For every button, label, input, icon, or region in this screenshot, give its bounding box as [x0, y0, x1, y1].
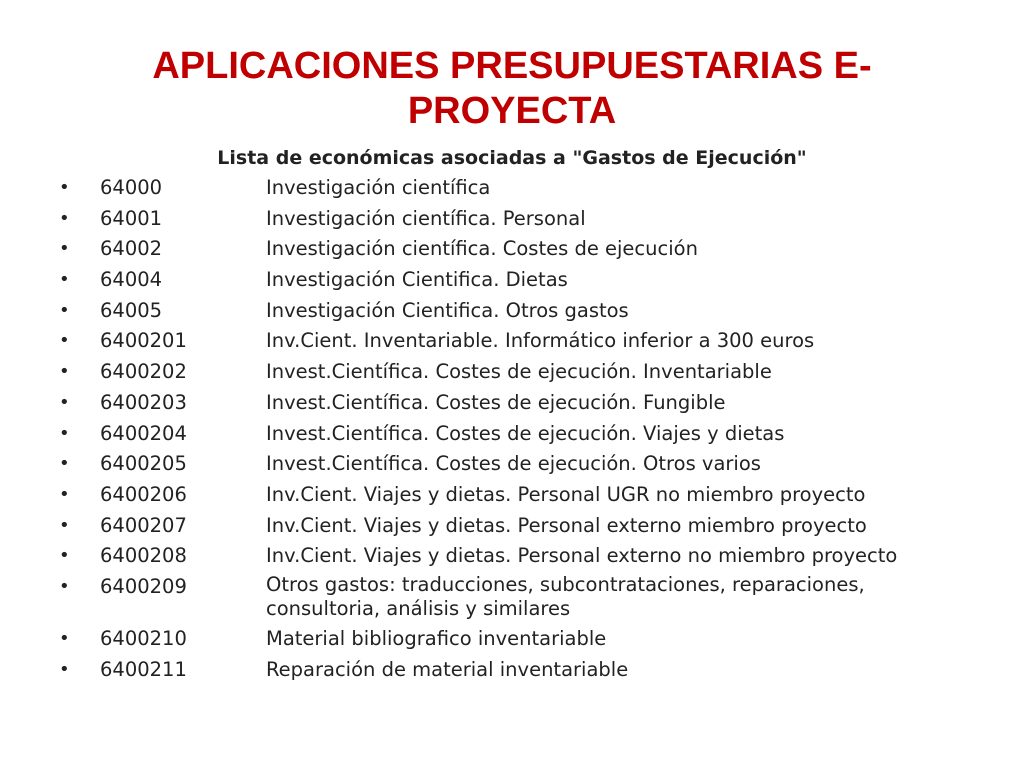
list-item	[0, 358, 1024, 389]
bullet-icon: •	[59, 177, 70, 198]
budget-description: Investigación científica. Costes de ejecución	[266, 237, 698, 261]
budget-description: Inv.Cient. Inventariable. Informático inferior a 300 euros	[266, 329, 815, 353]
bullet-icon: •	[59, 422, 70, 444]
budget-description: Investigación científica. Personal	[266, 206, 586, 230]
list-item	[0, 420, 1024, 451]
bullet-icon: •	[59, 575, 70, 597]
budget-description: Material bibliografico inventariable	[266, 626, 607, 650]
bullet-icon: •	[59, 453, 70, 475]
list-item	[0, 542, 1024, 573]
bullet-icon: •	[59, 207, 70, 229]
budget-description: Otros gastos: traducciones, subcontrataciones, reparaciones, consultoria, análisis y similares	[266, 572, 865, 620]
bullet-icon: •	[59, 299, 70, 321]
budget-code: 6400203	[100, 390, 187, 414]
budget-description: Investigación Cientifica. Otros gastos	[266, 298, 629, 322]
list-item	[0, 656, 1024, 687]
budget-code: 6400211	[100, 657, 187, 681]
list-item	[0, 327, 1024, 358]
bullet-icon: •	[59, 627, 70, 649]
budget-code: 64004	[100, 268, 163, 292]
budget-description: Investigación Cientifica. Dietas	[266, 268, 568, 292]
bullet-icon: •	[59, 514, 70, 536]
bullet-icon: •	[59, 238, 70, 260]
list-item	[0, 174, 1024, 205]
list-item	[0, 235, 1024, 266]
budget-description: Invest.Científica. Costes de ejecución. Otros varios	[266, 452, 761, 476]
budget-code: 6400201	[100, 329, 187, 353]
bullet-icon: •	[59, 483, 70, 505]
budget-code: 6400209	[100, 574, 187, 598]
list-item	[0, 512, 1024, 543]
budget-description: Inv.Cient. Viajes y dietas. Personal externo miembro proyecto	[266, 513, 867, 537]
list-item	[0, 450, 1024, 481]
list-item	[0, 481, 1024, 512]
bullet-icon: •	[59, 545, 70, 567]
bullet-icon: •	[59, 269, 70, 291]
budget-code: 6400207	[100, 513, 187, 537]
list-item	[0, 205, 1024, 236]
bullet-icon: •	[59, 658, 70, 680]
budget-code: 6400204	[100, 421, 187, 445]
budget-code: 6400205	[100, 452, 187, 476]
budget-description: Inv.Cient. Viajes y dietas. Personal UGR no miembro proyecto	[266, 482, 866, 506]
budget-code-list	[0, 174, 1024, 686]
budget-description: Invest.Científica. Costes de ejecución. Viajes y dietas	[266, 421, 785, 445]
list-item	[0, 573, 1024, 625]
budget-code: 64001	[100, 206, 163, 230]
bullet-icon: •	[59, 330, 70, 352]
budget-code: 64002	[100, 237, 163, 261]
budget-code: 64000	[100, 176, 163, 199]
budget-description: Invest.Científica. Costes de ejecución. Fungible	[266, 390, 726, 414]
slide-title: APLICACIONES PRESUPUESTARIAS E-PROYECTA	[152, 45, 872, 132]
list-item	[0, 297, 1024, 328]
bullet-icon: •	[59, 391, 70, 413]
bullet-icon: •	[59, 361, 70, 383]
list-item	[0, 389, 1024, 420]
budget-description: Invest.Científica. Costes de ejecución. Inventariable	[266, 360, 772, 384]
list-item	[0, 266, 1024, 297]
budget-description: Inv.Cient. Viajes y dietas. Personal externo no miembro proyecto	[266, 544, 898, 568]
budget-code: 6400210	[100, 626, 187, 650]
budget-code: 6400208	[100, 544, 187, 568]
budget-description: Reparación de material inventariable	[266, 657, 629, 681]
budget-code: 6400202	[100, 360, 187, 384]
list-subtitle: Lista de económicas asociadas a "Gastos de Ejecución"	[217, 147, 807, 169]
list-item	[0, 625, 1024, 656]
budget-code: 64005	[100, 298, 163, 322]
budget-description: Investigación científica	[266, 176, 491, 199]
budget-code: 6400206	[100, 482, 187, 506]
